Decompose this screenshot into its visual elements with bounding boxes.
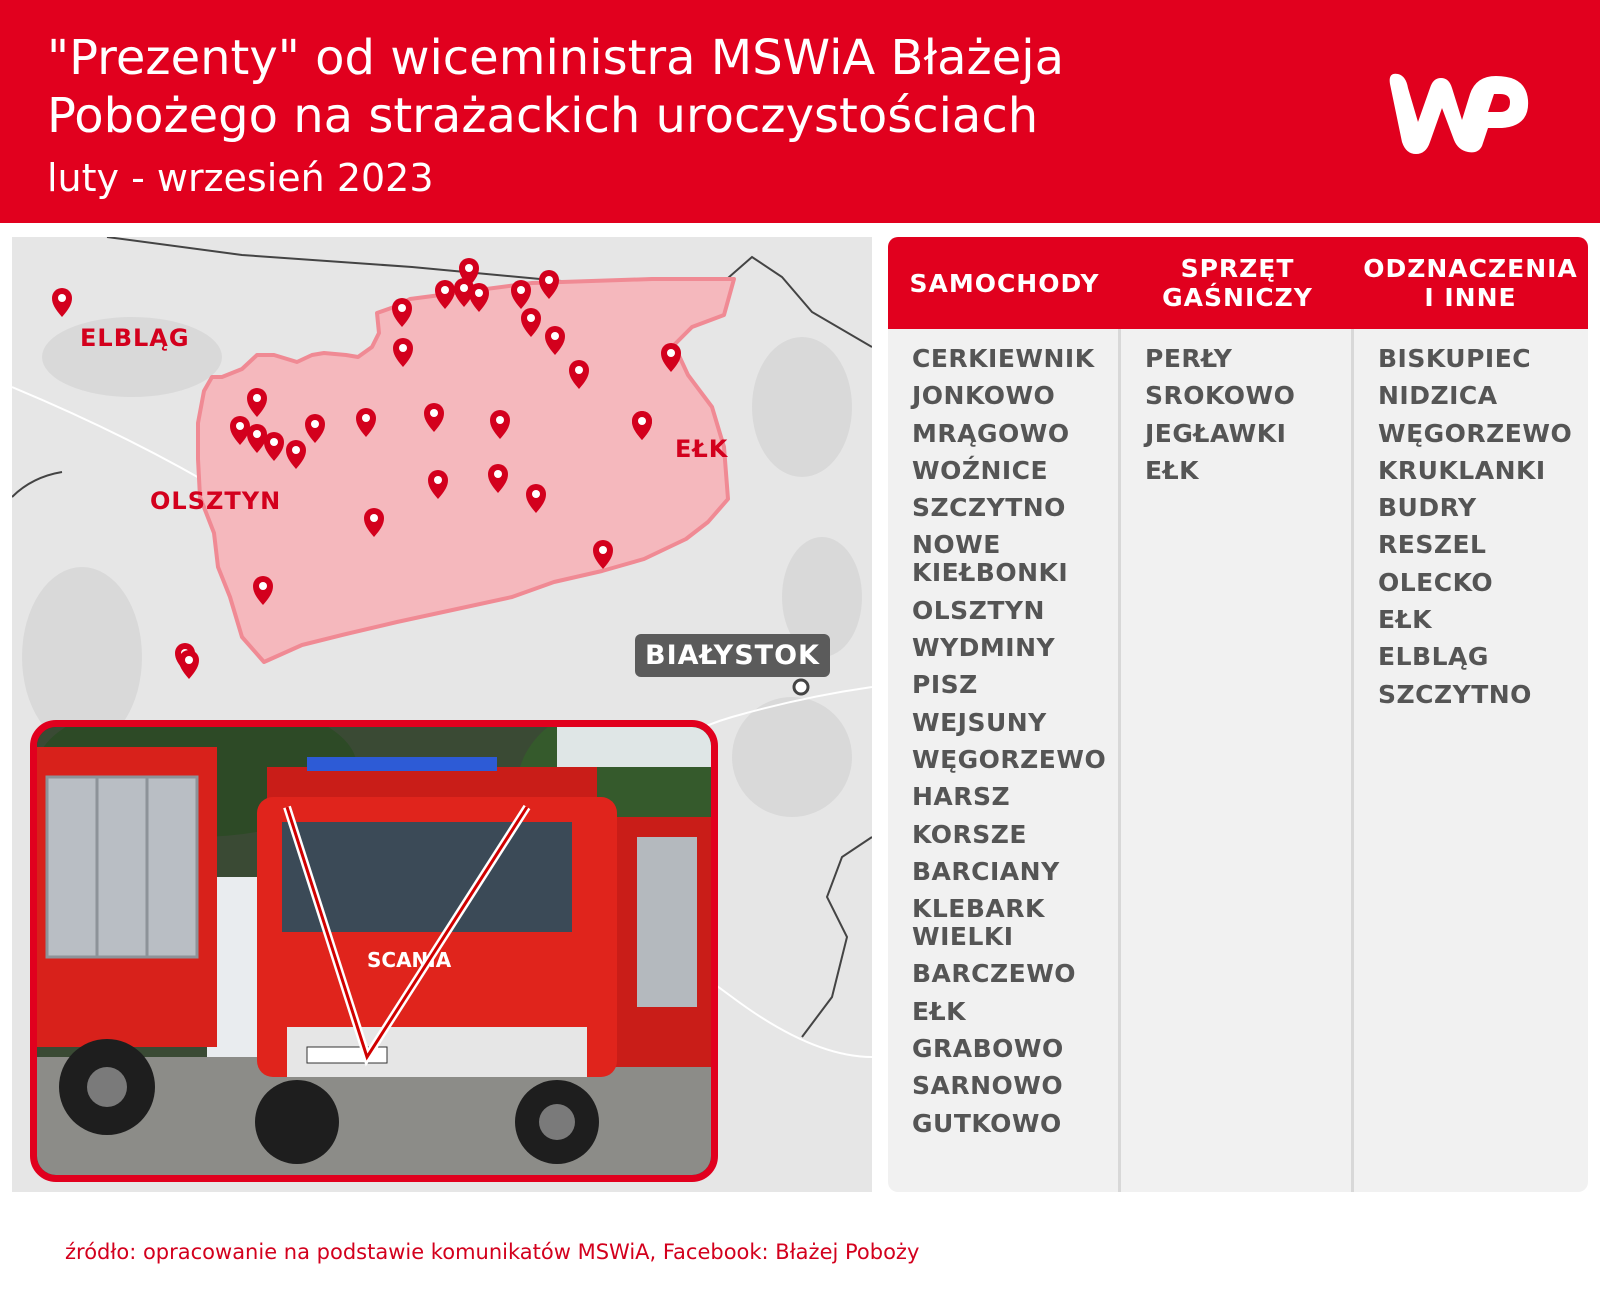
gifts-table bbox=[888, 237, 1588, 1192]
column-header-odznaczenia: ODZNACZENIA I INNE bbox=[1363, 254, 1578, 312]
list-item: MRĄGOWO bbox=[912, 418, 1070, 448]
list-item: KORSZE bbox=[912, 819, 1027, 849]
title-line-1: "Prezenty" od wiceministra MSWiA Błażeja bbox=[47, 30, 1064, 86]
list-item: HARSZ bbox=[912, 782, 1011, 812]
list-item: OLSZTYN bbox=[912, 595, 1045, 625]
list-item: EŁK bbox=[912, 996, 967, 1026]
list-item: SZCZYTNO bbox=[1378, 679, 1532, 709]
table-header-row bbox=[888, 237, 1588, 329]
list-item: JEGŁAWKI bbox=[1145, 418, 1287, 448]
list-item: SROKOWO bbox=[1145, 381, 1296, 411]
subtitle: luty - wrzesień 2023 bbox=[47, 156, 434, 200]
title-line-2: Pobożego na strażackich uroczystościach bbox=[47, 88, 1039, 144]
list-item: JONKOWO bbox=[912, 381, 1056, 411]
list-item: SZCZYTNO bbox=[912, 493, 1066, 523]
list-item: KLEBARK WIELKI bbox=[912, 894, 1045, 952]
column-odznaczenia bbox=[1354, 329, 1587, 1192]
column-header-samochody: SAMOCHODY bbox=[909, 268, 1100, 298]
svg-text:SCANIA: SCANIA bbox=[367, 948, 452, 972]
city-label-elblag: ELBLĄG bbox=[80, 324, 190, 352]
list-item: WĘGORZEWO bbox=[912, 744, 1107, 774]
column-header-sprzet-gasniczy: SPRZĘT GAŚNICZY bbox=[1162, 254, 1313, 312]
header-banner bbox=[0, 0, 1600, 223]
list-item: RESZEL bbox=[1378, 530, 1487, 560]
list-item: BUDRY bbox=[1378, 493, 1477, 523]
list-item: NIDZICA bbox=[1378, 381, 1498, 411]
column-sprzet-gasniczy bbox=[1121, 329, 1354, 1192]
list-item: PISZ bbox=[912, 670, 978, 700]
list-item: GRABOWO bbox=[912, 1034, 1064, 1064]
list-item: EŁK bbox=[1378, 605, 1433, 635]
list-item: WĘGORZEWO bbox=[1378, 418, 1573, 448]
list-item: WEJSUNY bbox=[912, 707, 1047, 737]
list-item: BARCZEWO bbox=[912, 959, 1077, 989]
list-item: ELBLĄG bbox=[1378, 642, 1489, 672]
city-label-olsztyn: OLSZTYN bbox=[150, 487, 282, 515]
list-item: CERKIEWNIK bbox=[912, 344, 1095, 373]
list-item: OLECKO bbox=[1378, 567, 1494, 597]
column-samochody bbox=[888, 329, 1121, 1192]
city-label-elk: EŁK bbox=[675, 435, 729, 463]
list-item: KRUKLANKI bbox=[1378, 455, 1546, 485]
list-item: BARCIANY bbox=[912, 856, 1060, 886]
list-item: PERŁY bbox=[1145, 344, 1233, 373]
list-item: NOWE KIEŁBONKI bbox=[912, 530, 1069, 588]
city-label-bialystok: BIAŁYSTOK bbox=[635, 634, 830, 677]
list-item: GUTKOWO bbox=[912, 1108, 1062, 1138]
wp-logo bbox=[1384, 66, 1534, 156]
list-item: SARNOWO bbox=[912, 1071, 1064, 1101]
city-dot-icon bbox=[794, 680, 808, 694]
list-item: WOŹNICE bbox=[912, 455, 1049, 485]
source-note: źródło: opracowanie na podstawie komunikatów MSWiA, Facebook: Błażej Poboży bbox=[65, 1240, 920, 1264]
list-item: WYDMINY bbox=[912, 633, 1056, 663]
list-item: EŁK bbox=[1145, 455, 1200, 485]
list-item: BISKUPIEC bbox=[1378, 344, 1532, 373]
fire-truck-photo bbox=[30, 720, 718, 1182]
